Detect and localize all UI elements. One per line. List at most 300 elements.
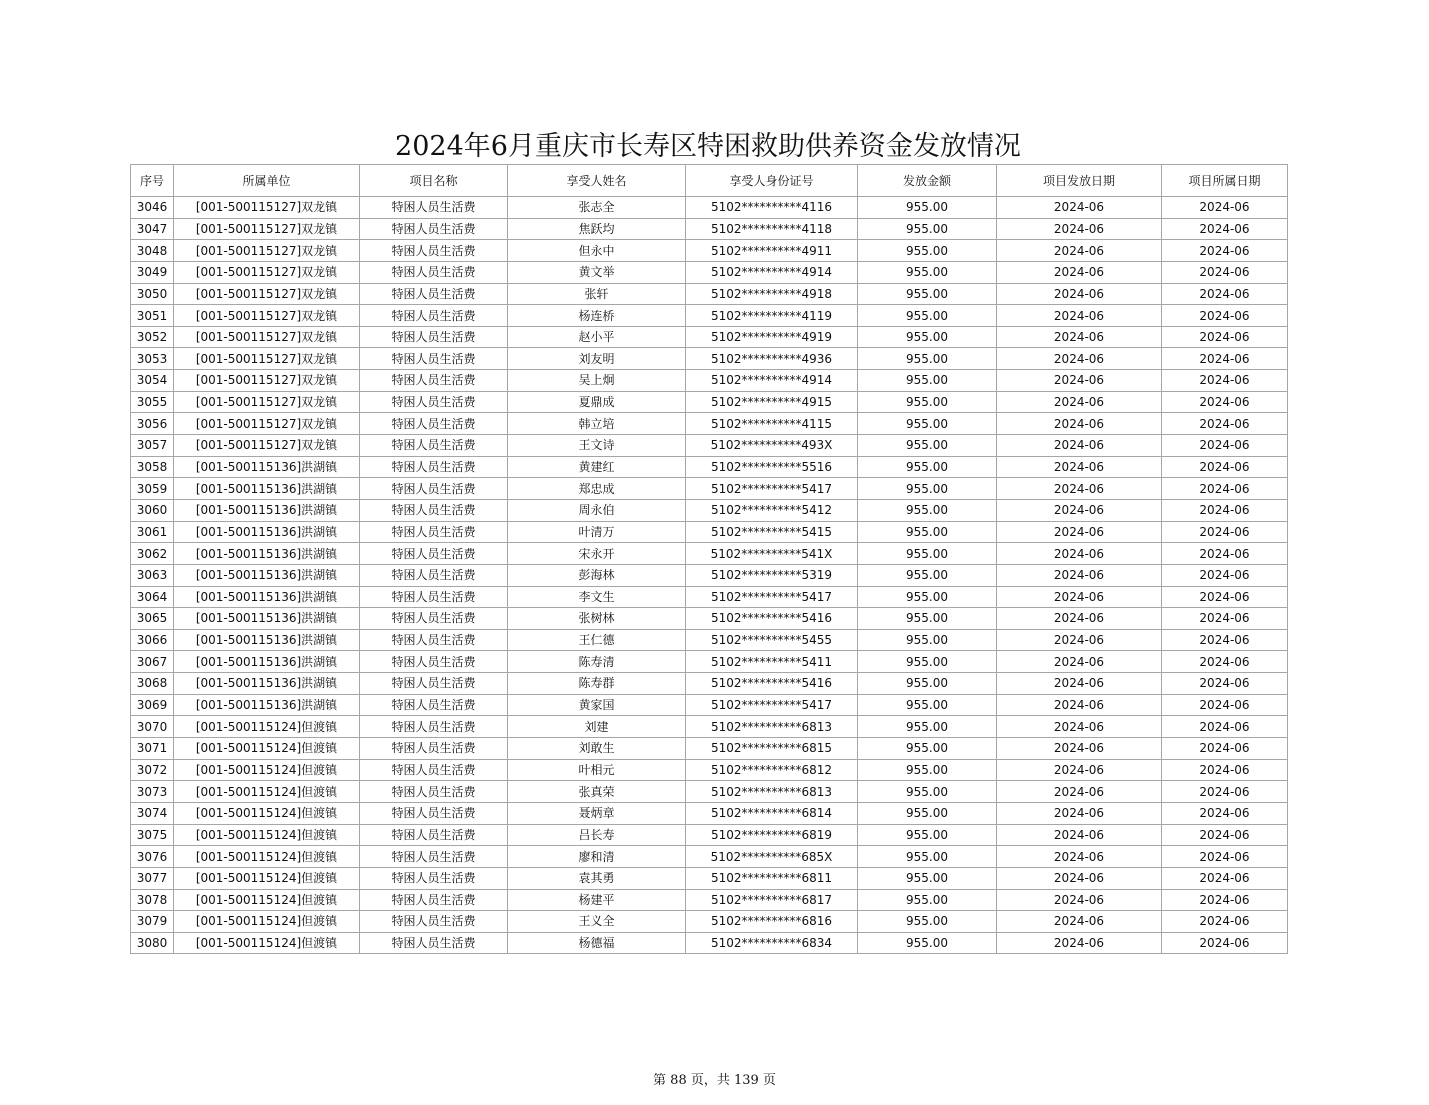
cell-issue-date: 2024-06 [997, 413, 1162, 435]
cell-period: 2024-06 [1162, 478, 1288, 500]
cell-id-number: 5102**********4119 [686, 305, 858, 327]
cell-index: 3054 [131, 370, 174, 392]
cell-issue-date: 2024-06 [997, 867, 1162, 889]
cell-unit: [001-500115124]但渡镇 [174, 889, 360, 911]
cell-project: 特困人员生活费 [360, 499, 508, 521]
cell-id-number: 5102**********5415 [686, 521, 858, 543]
cell-issue-date: 2024-06 [997, 759, 1162, 781]
cell-recipient-name: 张真荣 [508, 781, 686, 803]
cell-unit: [001-500115136]洪湖镇 [174, 499, 360, 521]
cell-project: 特困人员生活费 [360, 802, 508, 824]
table-row [131, 435, 1288, 457]
cell-amount: 955.00 [858, 305, 997, 327]
cell-issue-date: 2024-06 [997, 521, 1162, 543]
column-header-unit: 所属单位 [174, 165, 360, 197]
cell-unit: [001-500115124]但渡镇 [174, 716, 360, 738]
table-row [131, 608, 1288, 630]
column-header-index: 序号 [131, 165, 174, 197]
cell-period: 2024-06 [1162, 564, 1288, 586]
cell-unit: [001-500115124]但渡镇 [174, 824, 360, 846]
cell-index: 3055 [131, 391, 174, 413]
cell-amount: 955.00 [858, 435, 997, 457]
table-row [131, 846, 1288, 868]
cell-unit: [001-500115136]洪湖镇 [174, 586, 360, 608]
cell-recipient-name: 吴上炯 [508, 370, 686, 392]
cell-id-number: 5102**********4914 [686, 261, 858, 283]
cell-project: 特困人员生活费 [360, 218, 508, 240]
cell-issue-date: 2024-06 [997, 564, 1162, 586]
cell-recipient-name: 王文诗 [508, 435, 686, 457]
cell-period: 2024-06 [1162, 543, 1288, 565]
cell-recipient-name: 叶相元 [508, 759, 686, 781]
cell-index: 3072 [131, 759, 174, 781]
cell-period: 2024-06 [1162, 586, 1288, 608]
cell-project: 特困人员生活费 [360, 846, 508, 868]
cell-recipient-name: 王义全 [508, 911, 686, 933]
cell-issue-date: 2024-06 [997, 586, 1162, 608]
cell-period: 2024-06 [1162, 261, 1288, 283]
table-row [131, 738, 1288, 760]
cell-period: 2024-06 [1162, 391, 1288, 413]
cell-id-number: 5102**********5319 [686, 564, 858, 586]
cell-recipient-name: 夏鼎成 [508, 391, 686, 413]
table-row [131, 456, 1288, 478]
cell-id-number: 5102**********541X [686, 543, 858, 565]
cell-issue-date: 2024-06 [997, 391, 1162, 413]
cell-id-number: 5102**********4118 [686, 218, 858, 240]
table-row [131, 499, 1288, 521]
cell-recipient-name: 赵小平 [508, 326, 686, 348]
cell-period: 2024-06 [1162, 370, 1288, 392]
cell-period: 2024-06 [1162, 781, 1288, 803]
table-row [131, 781, 1288, 803]
table-row [131, 261, 1288, 283]
cell-issue-date: 2024-06 [997, 781, 1162, 803]
column-header-project: 项目名称 [360, 165, 508, 197]
cell-id-number: 5102**********6815 [686, 738, 858, 760]
table-row [131, 629, 1288, 651]
cell-project: 特困人员生活费 [360, 889, 508, 911]
cell-id-number: 5102**********4919 [686, 326, 858, 348]
cell-recipient-name: 郑忠成 [508, 478, 686, 500]
cell-issue-date: 2024-06 [997, 197, 1162, 219]
cell-project: 特困人员生活费 [360, 413, 508, 435]
cell-period: 2024-06 [1162, 283, 1288, 305]
cell-index: 3052 [131, 326, 174, 348]
cell-amount: 955.00 [858, 781, 997, 803]
cell-period: 2024-06 [1162, 759, 1288, 781]
cell-period: 2024-06 [1162, 889, 1288, 911]
cell-id-number: 5102**********6814 [686, 802, 858, 824]
cell-issue-date: 2024-06 [997, 694, 1162, 716]
cell-unit: [001-500115124]但渡镇 [174, 932, 360, 954]
cell-unit: [001-500115127]双龙镇 [174, 240, 360, 262]
cell-project: 特困人员生活费 [360, 629, 508, 651]
cell-recipient-name: 聂炳章 [508, 802, 686, 824]
cell-issue-date: 2024-06 [997, 435, 1162, 457]
cell-period: 2024-06 [1162, 932, 1288, 954]
cell-period: 2024-06 [1162, 629, 1288, 651]
column-header-amount: 发放金额 [858, 165, 997, 197]
cell-project: 特困人员生活费 [360, 305, 508, 327]
cell-project: 特困人员生活费 [360, 738, 508, 760]
cell-period: 2024-06 [1162, 802, 1288, 824]
table-row [131, 348, 1288, 370]
cell-issue-date: 2024-06 [997, 261, 1162, 283]
column-header-issue-date: 项目发放日期 [997, 165, 1162, 197]
cell-period: 2024-06 [1162, 456, 1288, 478]
table-row [131, 867, 1288, 889]
cell-amount: 955.00 [858, 240, 997, 262]
cell-recipient-name: 张志全 [508, 197, 686, 219]
cell-amount: 955.00 [858, 456, 997, 478]
cell-project: 特困人员生活费 [360, 932, 508, 954]
cell-unit: [001-500115127]双龙镇 [174, 261, 360, 283]
cell-amount: 955.00 [858, 738, 997, 760]
table-row [131, 521, 1288, 543]
column-header-id-number: 享受人身份证号 [686, 165, 858, 197]
cell-amount: 955.00 [858, 911, 997, 933]
cell-id-number: 5102**********5516 [686, 456, 858, 478]
cell-project: 特困人员生活费 [360, 283, 508, 305]
cell-period: 2024-06 [1162, 824, 1288, 846]
cell-amount: 955.00 [858, 673, 997, 695]
cell-project: 特困人员生活费 [360, 586, 508, 608]
cell-issue-date: 2024-06 [997, 305, 1162, 327]
cell-amount: 955.00 [858, 521, 997, 543]
cell-unit: [001-500115124]但渡镇 [174, 802, 360, 824]
page-number: 第 88 页，共 139 页 [653, 1073, 776, 1088]
cell-unit: [001-500115124]但渡镇 [174, 846, 360, 868]
cell-unit: [001-500115127]双龙镇 [174, 305, 360, 327]
cell-amount: 955.00 [858, 413, 997, 435]
cell-recipient-name: 廖和清 [508, 846, 686, 868]
cell-index: 3076 [131, 846, 174, 868]
cell-unit: [001-500115127]双龙镇 [174, 370, 360, 392]
cell-index: 3069 [131, 694, 174, 716]
cell-period: 2024-06 [1162, 911, 1288, 933]
table-row [131, 673, 1288, 695]
table-row [131, 802, 1288, 824]
cell-recipient-name: 叶清万 [508, 521, 686, 543]
cell-index: 3079 [131, 911, 174, 933]
cell-recipient-name: 杨连桥 [508, 305, 686, 327]
cell-index: 3053 [131, 348, 174, 370]
cell-period: 2024-06 [1162, 846, 1288, 868]
cell-amount: 955.00 [858, 348, 997, 370]
cell-period: 2024-06 [1162, 694, 1288, 716]
cell-unit: [001-500115127]双龙镇 [174, 283, 360, 305]
cell-unit: [001-500115124]但渡镇 [174, 867, 360, 889]
cell-id-number: 5102**********4936 [686, 348, 858, 370]
cell-issue-date: 2024-06 [997, 824, 1162, 846]
cell-amount: 955.00 [858, 802, 997, 824]
cell-index: 3065 [131, 608, 174, 630]
cell-id-number: 5102**********685X [686, 846, 858, 868]
cell-unit: [001-500115124]但渡镇 [174, 911, 360, 933]
cell-issue-date: 2024-06 [997, 456, 1162, 478]
cell-index: 3050 [131, 283, 174, 305]
table-header-row [131, 165, 1288, 197]
cell-amount: 955.00 [858, 499, 997, 521]
cell-recipient-name: 韩立培 [508, 413, 686, 435]
cell-amount: 955.00 [858, 261, 997, 283]
cell-project: 特困人员生活费 [360, 240, 508, 262]
cell-index: 3047 [131, 218, 174, 240]
cell-index: 3057 [131, 435, 174, 457]
cell-id-number: 5102**********5416 [686, 608, 858, 630]
cell-project: 特困人员生活费 [360, 824, 508, 846]
cell-recipient-name: 但永中 [508, 240, 686, 262]
cell-unit: [001-500115136]洪湖镇 [174, 651, 360, 673]
cell-recipient-name: 焦跃均 [508, 218, 686, 240]
cell-index: 3058 [131, 456, 174, 478]
table-row [131, 326, 1288, 348]
cell-index: 3066 [131, 629, 174, 651]
table-row [131, 911, 1288, 933]
cell-project: 特困人员生活费 [360, 564, 508, 586]
cell-issue-date: 2024-06 [997, 543, 1162, 565]
cell-unit: [001-500115136]洪湖镇 [174, 694, 360, 716]
cell-index: 3056 [131, 413, 174, 435]
cell-period: 2024-06 [1162, 673, 1288, 695]
cell-issue-date: 2024-06 [997, 673, 1162, 695]
cell-unit: [001-500115136]洪湖镇 [174, 543, 360, 565]
cell-index: 3046 [131, 197, 174, 219]
cell-period: 2024-06 [1162, 867, 1288, 889]
cell-project: 特困人员生活费 [360, 651, 508, 673]
cell-id-number: 5102**********4911 [686, 240, 858, 262]
cell-project: 特困人员生活费 [360, 478, 508, 500]
cell-project: 特困人员生活费 [360, 867, 508, 889]
cell-project: 特困人员生活费 [360, 543, 508, 565]
cell-index: 3068 [131, 673, 174, 695]
table-row [131, 197, 1288, 219]
cell-id-number: 5102**********5417 [686, 586, 858, 608]
table-row [131, 586, 1288, 608]
cell-unit: [001-500115136]洪湖镇 [174, 629, 360, 651]
cell-period: 2024-06 [1162, 305, 1288, 327]
cell-issue-date: 2024-06 [997, 499, 1162, 521]
cell-unit: [001-500115127]双龙镇 [174, 435, 360, 457]
cell-project: 特困人员生活费 [360, 197, 508, 219]
cell-amount: 955.00 [858, 651, 997, 673]
cell-issue-date: 2024-06 [997, 283, 1162, 305]
cell-index: 3048 [131, 240, 174, 262]
cell-project: 特困人员生活费 [360, 759, 508, 781]
table-row [131, 932, 1288, 954]
cell-issue-date: 2024-06 [997, 218, 1162, 240]
cell-amount: 955.00 [858, 218, 997, 240]
cell-id-number: 5102**********6819 [686, 824, 858, 846]
table-row [131, 716, 1288, 738]
table-row [131, 651, 1288, 673]
cell-index: 3075 [131, 824, 174, 846]
cell-unit: [001-500115124]但渡镇 [174, 759, 360, 781]
cell-index: 3061 [131, 521, 174, 543]
cell-period: 2024-06 [1162, 608, 1288, 630]
cell-index: 3060 [131, 499, 174, 521]
cell-issue-date: 2024-06 [997, 911, 1162, 933]
cell-unit: [001-500115127]双龙镇 [174, 218, 360, 240]
cell-period: 2024-06 [1162, 348, 1288, 370]
table-row [131, 370, 1288, 392]
cell-amount: 955.00 [858, 197, 997, 219]
cell-unit: [001-500115127]双龙镇 [174, 326, 360, 348]
cell-issue-date: 2024-06 [997, 478, 1162, 500]
cell-unit: [001-500115124]但渡镇 [174, 738, 360, 760]
table-row [131, 694, 1288, 716]
cell-recipient-name: 张树林 [508, 608, 686, 630]
cell-recipient-name: 陈寿群 [508, 673, 686, 695]
cell-id-number: 5102**********5416 [686, 673, 858, 695]
cell-recipient-name: 杨建平 [508, 889, 686, 911]
cell-id-number: 5102**********6816 [686, 911, 858, 933]
cell-id-number: 5102**********4115 [686, 413, 858, 435]
cell-unit: [001-500115127]双龙镇 [174, 197, 360, 219]
cell-id-number: 5102**********5412 [686, 499, 858, 521]
cell-issue-date: 2024-06 [997, 608, 1162, 630]
cell-project: 特困人员生活费 [360, 694, 508, 716]
table-row [131, 305, 1288, 327]
cell-recipient-name: 李文生 [508, 586, 686, 608]
cell-id-number: 5102**********5455 [686, 629, 858, 651]
cell-issue-date: 2024-06 [997, 240, 1162, 262]
table-row [131, 240, 1288, 262]
cell-id-number: 5102**********493X [686, 435, 858, 457]
cell-project: 特困人员生活费 [360, 348, 508, 370]
cell-id-number: 5102**********4918 [686, 283, 858, 305]
table-row [131, 283, 1288, 305]
cell-amount: 955.00 [858, 716, 997, 738]
cell-project: 特困人员生活费 [360, 435, 508, 457]
cell-index: 3080 [131, 932, 174, 954]
cell-amount: 955.00 [858, 889, 997, 911]
cell-project: 特困人员生活费 [360, 391, 508, 413]
cell-issue-date: 2024-06 [997, 348, 1162, 370]
cell-index: 3064 [131, 586, 174, 608]
cell-recipient-name: 宋永开 [508, 543, 686, 565]
table-row [131, 759, 1288, 781]
table-row [131, 218, 1288, 240]
cell-recipient-name: 刘敢生 [508, 738, 686, 760]
cell-project: 特困人员生活费 [360, 608, 508, 630]
cell-amount: 955.00 [858, 478, 997, 500]
cell-recipient-name: 黄家国 [508, 694, 686, 716]
cell-amount: 955.00 [858, 608, 997, 630]
cell-project: 特困人员生活费 [360, 911, 508, 933]
cell-period: 2024-06 [1162, 218, 1288, 240]
cell-unit: [001-500115136]洪湖镇 [174, 564, 360, 586]
cell-project: 特困人员生活费 [360, 326, 508, 348]
cell-unit: [001-500115136]洪湖镇 [174, 673, 360, 695]
cell-index: 3049 [131, 261, 174, 283]
cell-amount: 955.00 [858, 846, 997, 868]
cell-recipient-name: 周永伯 [508, 499, 686, 521]
cell-issue-date: 2024-06 [997, 629, 1162, 651]
table-row [131, 478, 1288, 500]
cell-id-number: 5102**********4915 [686, 391, 858, 413]
cell-project: 特困人员生活费 [360, 781, 508, 803]
cell-period: 2024-06 [1162, 499, 1288, 521]
cell-id-number: 5102**********5411 [686, 651, 858, 673]
cell-issue-date: 2024-06 [997, 802, 1162, 824]
cell-project: 特困人员生活费 [360, 456, 508, 478]
cell-recipient-name: 彭海林 [508, 564, 686, 586]
cell-amount: 955.00 [858, 283, 997, 305]
cell-index: 3062 [131, 543, 174, 565]
cell-id-number: 5102**********6812 [686, 759, 858, 781]
table-row [131, 391, 1288, 413]
cell-amount: 955.00 [858, 564, 997, 586]
cell-project: 特困人员生活费 [360, 370, 508, 392]
cell-project: 特困人员生活费 [360, 261, 508, 283]
cell-unit: [001-500115127]双龙镇 [174, 391, 360, 413]
cell-issue-date: 2024-06 [997, 716, 1162, 738]
column-header-period: 项目所属日期 [1162, 165, 1288, 197]
cell-issue-date: 2024-06 [997, 932, 1162, 954]
cell-issue-date: 2024-06 [997, 889, 1162, 911]
cell-unit: [001-500115127]双龙镇 [174, 348, 360, 370]
cell-id-number: 5102**********5417 [686, 694, 858, 716]
cell-id-number: 5102**********4914 [686, 370, 858, 392]
cell-index: 3059 [131, 478, 174, 500]
table-row [131, 543, 1288, 565]
column-header-recipient-name: 享受人姓名 [508, 165, 686, 197]
cell-period: 2024-06 [1162, 521, 1288, 543]
cell-index: 3077 [131, 867, 174, 889]
cell-amount: 955.00 [858, 391, 997, 413]
cell-amount: 955.00 [858, 759, 997, 781]
cell-amount: 955.00 [858, 370, 997, 392]
cell-recipient-name: 黄文举 [508, 261, 686, 283]
cell-recipient-name: 黄建红 [508, 456, 686, 478]
cell-project: 特困人员生活费 [360, 521, 508, 543]
cell-id-number: 5102**********4116 [686, 197, 858, 219]
cell-amount: 955.00 [858, 326, 997, 348]
cell-period: 2024-06 [1162, 716, 1288, 738]
cell-index: 3070 [131, 716, 174, 738]
cell-unit: [001-500115136]洪湖镇 [174, 456, 360, 478]
cell-id-number: 5102**********5417 [686, 478, 858, 500]
cell-recipient-name: 王仁德 [508, 629, 686, 651]
table-row [131, 889, 1288, 911]
cell-id-number: 5102**********6813 [686, 781, 858, 803]
cell-amount: 955.00 [858, 694, 997, 716]
cell-unit: [001-500115127]双龙镇 [174, 413, 360, 435]
cell-unit: [001-500115136]洪湖镇 [174, 608, 360, 630]
cell-unit: [001-500115136]洪湖镇 [174, 478, 360, 500]
cell-index: 3071 [131, 738, 174, 760]
cell-recipient-name: 张轩 [508, 283, 686, 305]
table-row [131, 564, 1288, 586]
cell-period: 2024-06 [1162, 326, 1288, 348]
cell-index: 3051 [131, 305, 174, 327]
cell-amount: 955.00 [858, 867, 997, 889]
cell-id-number: 5102**********6813 [686, 716, 858, 738]
cell-index: 3063 [131, 564, 174, 586]
cell-recipient-name: 吕长寿 [508, 824, 686, 846]
cell-issue-date: 2024-06 [997, 370, 1162, 392]
cell-amount: 955.00 [858, 543, 997, 565]
table-row [131, 824, 1288, 846]
cell-project: 特困人员生活费 [360, 716, 508, 738]
page-title: 2024年6月重庆市长寿区特困救助供养资金发放情况 [395, 131, 1021, 162]
cell-amount: 955.00 [858, 586, 997, 608]
cell-period: 2024-06 [1162, 738, 1288, 760]
cell-amount: 955.00 [858, 824, 997, 846]
cell-unit: [001-500115124]但渡镇 [174, 781, 360, 803]
